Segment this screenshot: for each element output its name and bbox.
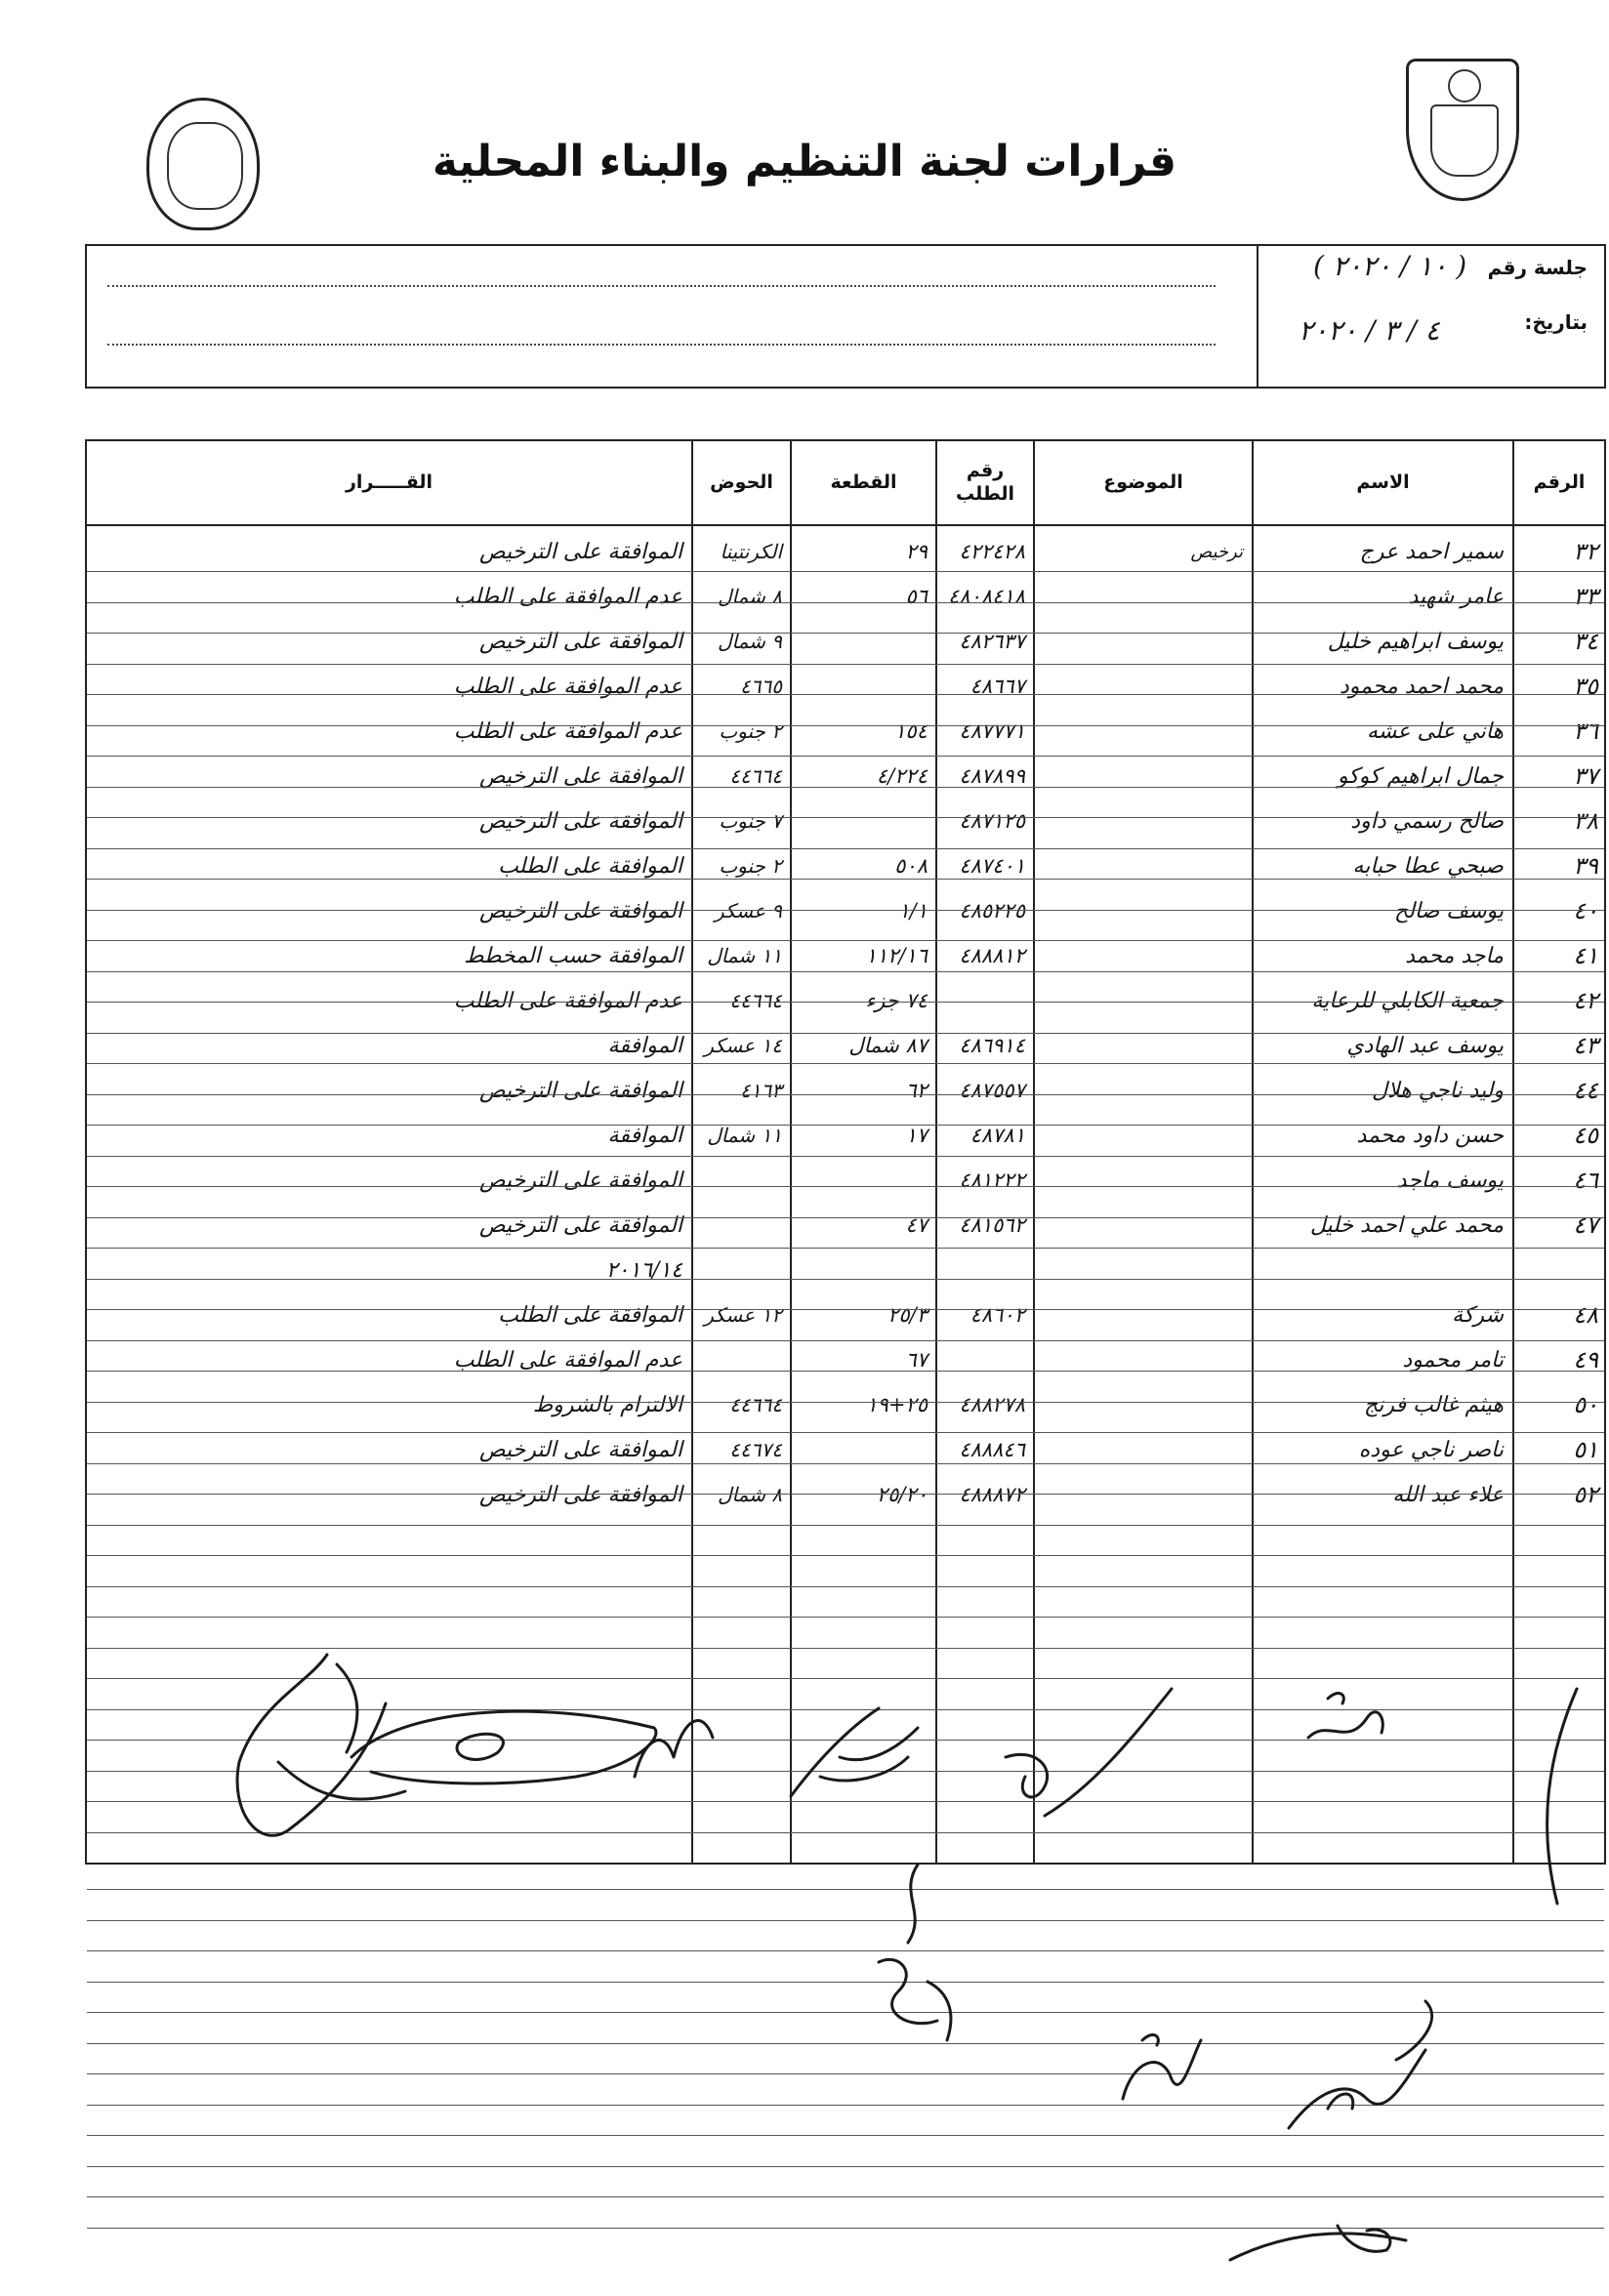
ruled-line [87, 817, 1604, 818]
cell-plot: ٢٥/٢٠ [876, 1483, 928, 1506]
signature [840, 1855, 976, 2050]
ruled-line [87, 848, 1604, 849]
ruled-line [87, 1586, 1604, 1587]
cell-name: شركة [1452, 1302, 1504, 1328]
cell-basin [693, 1203, 788, 1248]
cell-basin: ٩ شمال [717, 630, 782, 653]
cell-name [1254, 1248, 1509, 1292]
col-header-subject: الموضوع [1103, 472, 1183, 493]
cell-decision: الالتزام بالشروط [532, 1392, 682, 1417]
cell-decision: الموافقة على الترخيص [479, 1437, 682, 1462]
cell-subject [1035, 843, 1249, 888]
cell-number: ٤١ [1573, 942, 1598, 969]
cell-plot: ٦٧ [905, 1348, 928, 1372]
table-row [87, 1113, 1604, 1158]
ruled-line [87, 971, 1604, 972]
meta-divider [1257, 246, 1258, 387]
cell-number: ٣٢ [1573, 538, 1598, 565]
signature [1103, 2021, 1211, 2118]
cell-basin: ٤٤٦٦٤ [729, 764, 782, 788]
ruled-line [87, 694, 1604, 695]
col-header-basin: الحوض [710, 472, 773, 493]
cell-request-no: ٤٨١٥٦٢ [959, 1213, 1025, 1237]
cell-name: هيثم غالب فرنج [1364, 1392, 1504, 1417]
cell-name: ناصر ناجي عوده [1358, 1437, 1504, 1462]
cell-subject [1035, 1248, 1249, 1292]
cell-decision: عدم الموافقة على الطلب [453, 988, 682, 1013]
cell-request-no: ٤٨٧٤٠١ [959, 854, 1025, 878]
cell-subject [1035, 1158, 1249, 1203]
table-row [87, 1203, 1604, 1248]
signature [986, 1679, 1181, 1825]
cell-request-no [937, 1248, 1031, 1292]
cell-name: يوسف ابراهيم خليل [1327, 629, 1504, 654]
cell-number: ٣٤ [1573, 628, 1598, 655]
cell-subject [1035, 1337, 1249, 1382]
ruled-line [87, 1463, 1604, 1464]
cell-request-no: ٤٨٧٧٧١ [959, 719, 1025, 743]
cell-decision: الموافقة على الترخيص [479, 763, 682, 789]
cell-number: ٣٧ [1573, 762, 1598, 790]
cell-basin: ٨ شمال [717, 585, 782, 608]
cell-name: عامر شهيد [1408, 584, 1504, 609]
cell-basin: ١١ شمال [707, 1124, 782, 1147]
cell-basin: ٤١٦٣ [740, 1079, 782, 1102]
date-label: بتاريخ: [1524, 310, 1588, 334]
cell-decision: الموافقة على الترخيص [479, 629, 682, 654]
page-title: قرارات لجنة التنظيم والبناء المحلية [432, 137, 1177, 186]
cell-basin [693, 1337, 788, 1382]
cell-name: محمد علي احمد خليل [1309, 1212, 1504, 1238]
cell-number: ٤٨ [1573, 1301, 1598, 1329]
cell-plot: ٤٧ [905, 1213, 928, 1237]
ruled-line [87, 1002, 1604, 1003]
cell-plot: ٤/٢٢٤ [876, 764, 928, 788]
cell-number: ٤٥ [1573, 1122, 1598, 1149]
ruled-line [87, 1432, 1604, 1433]
signature [1299, 1679, 1396, 1757]
session-value: ( ١٠ / ٢٠٢٠ ) [1313, 250, 1467, 282]
cell-subject [1035, 1382, 1249, 1427]
signature [781, 1699, 928, 1816]
cell-number: ٤٩ [1573, 1346, 1598, 1374]
cell-request-no: ٤٨٨٨٧٢ [959, 1483, 1025, 1506]
ruled-line [87, 1217, 1604, 1218]
cell-subject [1035, 1472, 1249, 1517]
ruled-line [87, 756, 1604, 757]
cell-plot: ٧٤ جزء [865, 989, 928, 1012]
col-header-decision: القـــــرار [345, 472, 433, 493]
cell-name: صالح رسمي داود [1350, 808, 1504, 834]
cell-request-no: ٤٨٥٢٢٥ [959, 899, 1025, 922]
col-header-name: الاسم [1356, 472, 1410, 493]
ruled-line [87, 1156, 1604, 1157]
table-row [87, 1337, 1604, 1382]
ruled-line [87, 602, 1604, 603]
cell-request-no [937, 1337, 1031, 1382]
signature [1220, 2216, 1416, 2275]
cell-request-no: ٤٢٢٤٢٨ [959, 540, 1025, 563]
cell-name: تامر محمود [1402, 1347, 1504, 1373]
cell-name: جمعية الكابلي للرعاية [1311, 988, 1504, 1013]
cell-plot: ١١٢/١٦ [865, 944, 928, 967]
ruled-line [87, 1525, 1604, 1526]
cell-subject [1035, 619, 1249, 664]
cell-plot: ١/١ [898, 899, 928, 922]
cell-decision: الموافقة على الطلب [498, 1302, 682, 1328]
cell-plot: ١٥٤ [894, 719, 928, 743]
ruled-line [87, 787, 1604, 788]
cell-number [1514, 1248, 1604, 1292]
cell-plot: ٨٧ شمال [848, 1034, 928, 1057]
table-row [87, 843, 1604, 888]
cell-name: محمد احمد محمود [1339, 674, 1504, 699]
meta-dotted-line [107, 285, 1216, 287]
ruled-line [87, 1402, 1604, 1403]
cell-decision: عدم الموافقة على الطلب [453, 584, 682, 609]
cell-number: ٣٨ [1573, 807, 1598, 835]
cell-request-no [937, 978, 1031, 1023]
table-row [87, 1068, 1604, 1113]
cell-decision: الموافقة على الطلب [498, 853, 682, 879]
cell-plot [792, 664, 933, 709]
cell-name: هاني على عشه [1366, 718, 1504, 744]
cell-subject [1035, 664, 1249, 709]
table-row [87, 1472, 1604, 1517]
cell-decision: الموافقة على الترخيص [479, 1078, 682, 1103]
cell-plot [792, 799, 933, 843]
ruled-line [87, 1186, 1604, 1187]
cell-plot: ٢٥/٣ [887, 1303, 928, 1327]
cell-decision: ٢٠١٦/١٤ [605, 1257, 682, 1283]
col-header-request-no-line2: الطلب [955, 483, 1015, 505]
signature [1528, 1679, 1587, 1913]
cell-decision: الموافقة على الترخيص [479, 1482, 682, 1507]
ruled-line [87, 1248, 1604, 1249]
ruled-line [87, 1033, 1604, 1034]
ruled-line [87, 1094, 1604, 1095]
cell-decision: الموافقة على الترخيص [479, 1212, 682, 1238]
cell-plot: ١٧ [905, 1124, 928, 1147]
session-label: جلسة رقم [1487, 256, 1588, 279]
ruled-line [87, 1555, 1604, 1556]
cell-name: يوسف ماجد [1396, 1168, 1504, 1193]
ruled-line [87, 2166, 1604, 2167]
cell-decision: عدم الموافقة على الطلب [453, 1347, 682, 1373]
cell-plot: ٦٢ [905, 1079, 928, 1102]
table-row [87, 709, 1604, 754]
table-row [87, 664, 1604, 709]
cell-basin: ١٤ عسكر [704, 1034, 782, 1057]
col-header-plot: القطعة [830, 472, 897, 493]
cell-plot: ٢٥+١٩ [866, 1393, 928, 1416]
ruled-line [87, 1125, 1604, 1126]
cell-plot [792, 619, 933, 664]
cell-basin: ٤٤٦٧٤ [729, 1438, 782, 1461]
ruled-line [87, 940, 1604, 941]
cell-decision: الموافقة [607, 1123, 682, 1148]
ruled-line [87, 725, 1604, 726]
cell-request-no: ٤٨٧٨١ [970, 1124, 1025, 1147]
cell-number: ٤٧ [1573, 1211, 1598, 1239]
ruled-line [87, 1279, 1604, 1280]
cell-basin: ٤٤٦٦٤ [729, 989, 782, 1012]
cell-basin: ٤٤٦٦٤ [729, 1393, 782, 1416]
cell-number: ٤٢ [1573, 987, 1598, 1014]
cell-subject [1035, 1068, 1249, 1113]
cell-number: ٣٥ [1573, 673, 1598, 700]
cell-basin: ٨ شمال [717, 1483, 782, 1506]
cell-request-no: ٤٨٢٦٣٧ [959, 630, 1025, 653]
cell-subject [1035, 1023, 1249, 1068]
ruled-line [87, 2196, 1604, 2197]
cell-decision: الموافقة على الترخيص [479, 1168, 682, 1193]
cell-subject [1035, 888, 1249, 933]
table-row [87, 978, 1604, 1023]
cell-request-no: ٤٨٨٨١٢ [959, 944, 1025, 967]
cell-basin: ٢ جنوب [719, 854, 782, 878]
cell-plot: ٥٠٨ [894, 854, 928, 878]
table-row [87, 1023, 1604, 1068]
cell-subject [1035, 1203, 1249, 1248]
table-row [87, 1248, 1604, 1292]
cell-number: ٣٣ [1573, 583, 1598, 610]
cell-plot [792, 1248, 933, 1292]
table-row [87, 574, 1604, 619]
cell-basin [693, 1158, 788, 1203]
cell-basin: ٤٦٦٥ [740, 675, 782, 698]
table-header-rule [87, 524, 1604, 526]
cell-name: وليد ناجي هلال [1372, 1078, 1504, 1103]
signature [1269, 1991, 1465, 2148]
cell-subject [1035, 709, 1249, 754]
cell-subject [1035, 1113, 1249, 1158]
col-header-number: الرقم [1533, 472, 1586, 493]
meta-dotted-line [107, 344, 1216, 346]
signature [342, 1699, 674, 1806]
cell-number: ٥٢ [1573, 1481, 1598, 1508]
cell-name: يوسف صالح [1394, 898, 1504, 923]
ruled-line [87, 571, 1604, 572]
cell-number: ٣٩ [1573, 852, 1598, 880]
cell-name: ماجد محمد [1405, 943, 1504, 968]
cell-name: سمير احمد عرج [1359, 539, 1504, 564]
cell-number: ٥١ [1573, 1436, 1598, 1463]
cell-subject [1035, 799, 1249, 843]
cell-plot [792, 1427, 933, 1472]
ruled-line [87, 1340, 1604, 1341]
cell-basin [693, 1248, 788, 1292]
date-value: ٤ / ٣ / ٢٠٢٠ [1299, 314, 1440, 347]
table-row [87, 529, 1604, 574]
cell-basin: الكرنتينا [720, 540, 782, 563]
cell-request-no: ٤٨٦٠٢ [970, 1303, 1025, 1327]
cell-subject [1035, 574, 1249, 619]
cell-decision: الموافقة حسب المخطط [464, 943, 682, 968]
table-row [87, 1382, 1604, 1427]
ruled-line [87, 1617, 1604, 1618]
cell-request-no: ٤٨٧٨٩٩ [959, 764, 1025, 788]
cell-plot [792, 1158, 933, 1203]
col-header-request-no [937, 441, 1033, 523]
cell-basin: ١٢ عسكر [704, 1303, 782, 1327]
cell-name: علاء عبد الله [1392, 1482, 1504, 1507]
cell-subject [1035, 978, 1249, 1023]
cell-request-no: ٤٨٨٢٧٨ [959, 1393, 1025, 1416]
cell-number: ٥٠ [1573, 1391, 1598, 1418]
cell-basin: ٢ جنوب [719, 719, 782, 743]
cell-name: يوسف عبد الهادي [1346, 1033, 1504, 1058]
table-row [87, 1427, 1604, 1472]
cell-subject [1035, 754, 1249, 799]
cell-number: ٤٤ [1573, 1077, 1598, 1104]
ruled-line [87, 664, 1604, 665]
cell-decision: عدم الموافقة على الطلب [453, 674, 682, 699]
ruled-line [87, 633, 1604, 634]
table-row [87, 799, 1604, 843]
ruled-line [87, 879, 1604, 880]
table-row [87, 1292, 1604, 1337]
cell-request-no: ٤٨٧١٢٥ [959, 809, 1025, 833]
cell-number: ٣٦ [1573, 718, 1598, 745]
cell-number: ٤٠ [1573, 897, 1598, 924]
cell-request-no: ٤٨٨٨٤٦ [959, 1438, 1025, 1461]
table-row [87, 1158, 1604, 1203]
cell-decision: الموافقة على الترخيص [479, 808, 682, 834]
ruled-line [87, 1063, 1604, 1064]
cell-decision: الموافقة على الترخيص [479, 898, 682, 923]
cell-plot: ٢٩ [905, 540, 928, 563]
ruled-line [87, 1309, 1604, 1310]
table-row [87, 754, 1604, 799]
cell-request-no: ٤٨١٢٢٢ [959, 1168, 1025, 1192]
cell-name: صبحي عطا حبابه [1352, 853, 1504, 879]
cell-decision: الموافقة [607, 1033, 682, 1058]
cell-number: ٤٣ [1573, 1032, 1598, 1059]
col-header-request-no-line1: رقم [966, 460, 1005, 481]
table-row [87, 888, 1604, 933]
ruled-line [87, 1371, 1604, 1372]
cell-name: جمال ابراهيم كوكو [1337, 763, 1504, 789]
cell-basin: ٧ جنوب [719, 809, 782, 833]
cell-subject [1035, 1427, 1249, 1472]
cell-number: ٤٦ [1573, 1167, 1598, 1194]
signature [625, 1699, 722, 1786]
cell-subject: ترخيص [1190, 541, 1243, 562]
cell-request-no: ٤٨٦٩١٤ [959, 1034, 1025, 1057]
cell-request-no: ٤٨٧٥٥٧ [959, 1079, 1025, 1102]
cell-decision: الموافقة على الترخيص [479, 539, 682, 564]
cell-basin: ١١ شمال [707, 944, 782, 967]
cell-request-no: ٤٨٠٨٤١٨ [948, 585, 1025, 608]
cell-decision: عدم الموافقة على الطلب [453, 718, 682, 744]
cell-basin: ٩ عسكر [715, 899, 782, 922]
ruled-line [87, 910, 1604, 911]
table-row [87, 619, 1604, 664]
ruled-line [87, 1494, 1604, 1495]
cell-subject [1035, 1292, 1249, 1337]
cell-request-no: ٤٨٦٦٧ [970, 675, 1025, 698]
cell-name: حسن داود محمد [1356, 1123, 1504, 1148]
cell-plot: ٥٦ [905, 585, 928, 608]
